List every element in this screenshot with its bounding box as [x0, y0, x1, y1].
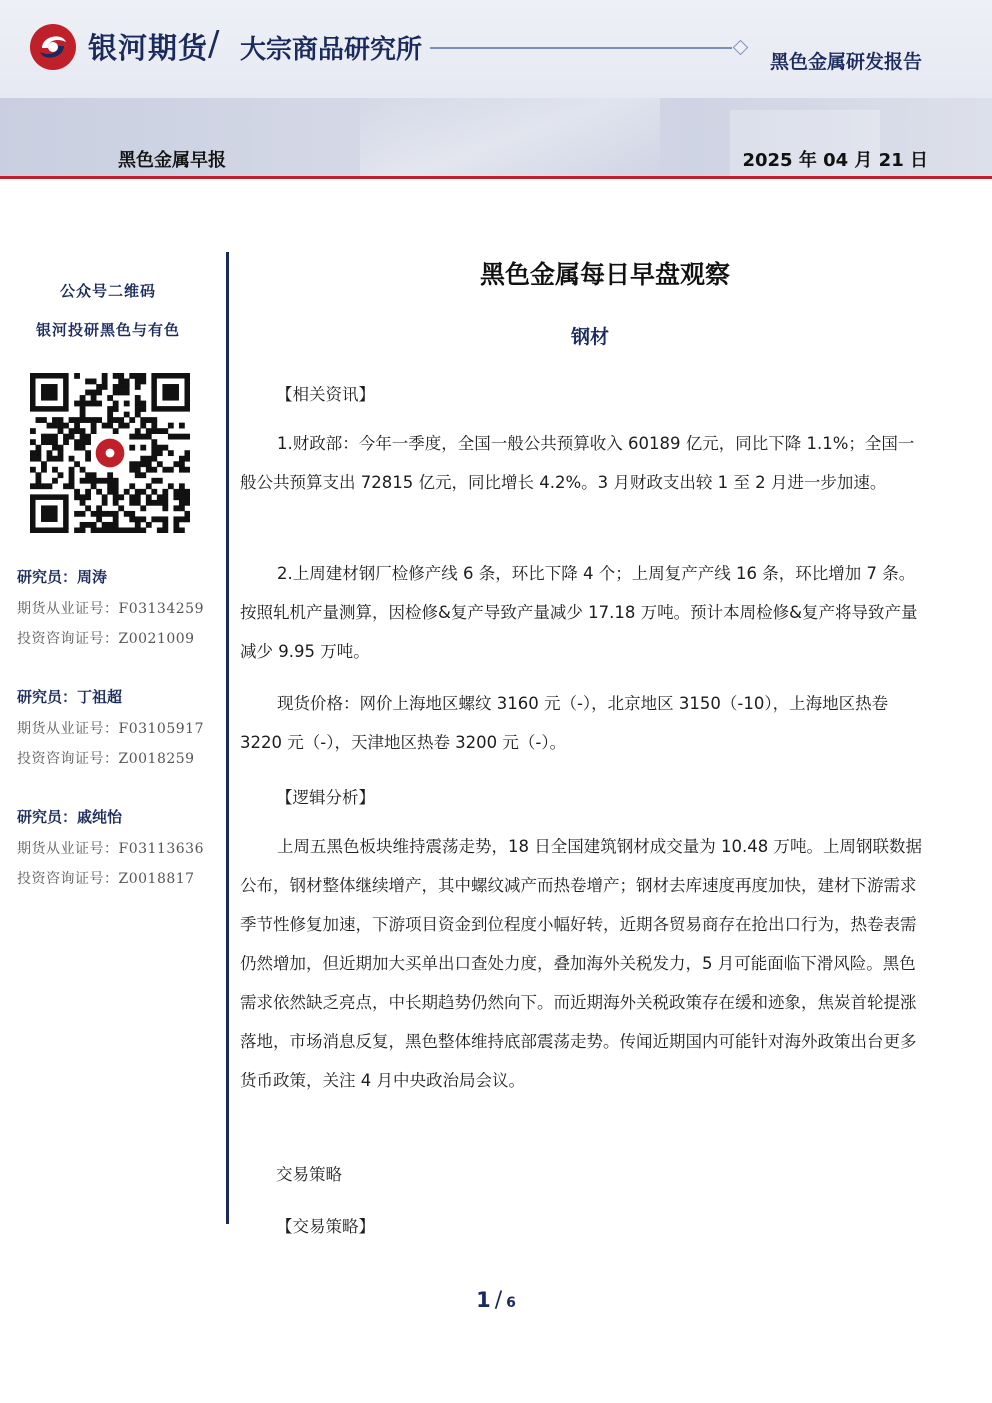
galaxy-logo-icon	[28, 22, 78, 72]
analyst-card	[17, 806, 204, 898]
advisory-license: 投资咨询证号：Z0021009	[17, 631, 195, 647]
futures-license: 期货从业证号：F03105917	[17, 721, 204, 737]
header-line	[430, 47, 732, 49]
header-decoration	[360, 98, 660, 178]
section-heading-logic: 【逻辑分析】	[276, 788, 375, 807]
news-paragraph-1: 1.财政部：今年一季度，全国一般公共预算收入 60189 亿元，同比下降 1.1%；全国一般公共预算支出 72815 亿元，同比增长 4.2%。3 月财政支出较 1 至 2 月进一步加速。	[240, 434, 915, 492]
spot-price-paragraph: 现货价格：网价上海地区螺纹 3160 元（-），北京地区 3150（-10），上海地区热卷 3220 元（-），天津地区热卷 3200 元（-）。	[240, 694, 889, 752]
header-red-rule	[0, 176, 992, 179]
qr-code-icon	[30, 373, 190, 533]
section-heading-news: 【相关资讯】	[276, 385, 375, 404]
brief-label: 黑色金属早报	[118, 150, 226, 171]
report-type: 黑色金属研发报告	[769, 51, 922, 73]
page-current: 1	[476, 1288, 491, 1312]
futures-license: 期货从业证号：F03134259	[17, 601, 204, 617]
qr-subtitle: 银河投研黑色与有色	[35, 321, 180, 339]
institute-name: 大宗商品研究所	[240, 35, 423, 65]
page-separator: /	[494, 1288, 503, 1313]
analyst-name: 研究员：周涛	[17, 568, 108, 586]
report-date: 2025 年 04 月 21 日	[742, 150, 928, 171]
page-number	[0, 1288, 992, 1313]
section-heading-strategy: 【交易策略】	[276, 1217, 375, 1236]
logic-paragraph: 上周五黑色板块维持震荡走势，18 日全国建筑钢材成交量为 10.48 万吨。上周钢联数据公布，钢材整体继续增产，其中螺纹减产而热卷增产；钢材去库速度再度加快，建材下游需求季节性修复加速，下游项目资金到位程度小幅好转，近期各贸易商存在抢出口行为，热卷表需仍然增加，但近期加大买单出口查处力度，叠加海外关税发力，5 月可能面临下滑风险。黑色需求依然缺乏亮点，中长期趋势仍然向下。而近期海外关税政策存在缓和迹象，焦炭首轮提涨落地，市场消息反复，黑色整体维持底部震荡走势。传闻近期国内可能针对海外政策出台更多货币政策，关注 4 月中央政治局会议。	[240, 837, 922, 1090]
advisory-license: 投资咨询证号：Z0018817	[17, 871, 195, 887]
analyst-name: 研究员：戚纯怡	[17, 808, 123, 826]
futures-license: 期货从业证号：F03113636	[17, 841, 204, 857]
qr-title: 公众号二维码	[59, 282, 156, 300]
analyst-card	[17, 566, 204, 658]
strategy-label: 交易策略	[276, 1165, 342, 1184]
news-paragraph-2: 2.上周建材钢厂检修产线 6 条，环比下降 4 个；上周复产产线 16 条，环比增加 7 条。按照轧机产量测算，因检修&复产导致产量减少 17.18 万吨。预计本周检修&复产将导致产量减少 9.95 万吨。	[240, 564, 918, 661]
advisory-license: 投资咨询证号：Z0018259	[17, 751, 195, 767]
brand-separator: /	[208, 24, 220, 64]
brand-name: 银河期货	[88, 31, 209, 65]
analyst-name: 研究员：丁祖超	[17, 688, 123, 706]
analyst-card	[17, 686, 204, 778]
document-title: 黑色金属每日早盘观察	[479, 260, 730, 289]
column-divider	[226, 252, 229, 1224]
document-subtitle: 钢材	[570, 326, 609, 348]
page-total: 6	[506, 1295, 516, 1311]
